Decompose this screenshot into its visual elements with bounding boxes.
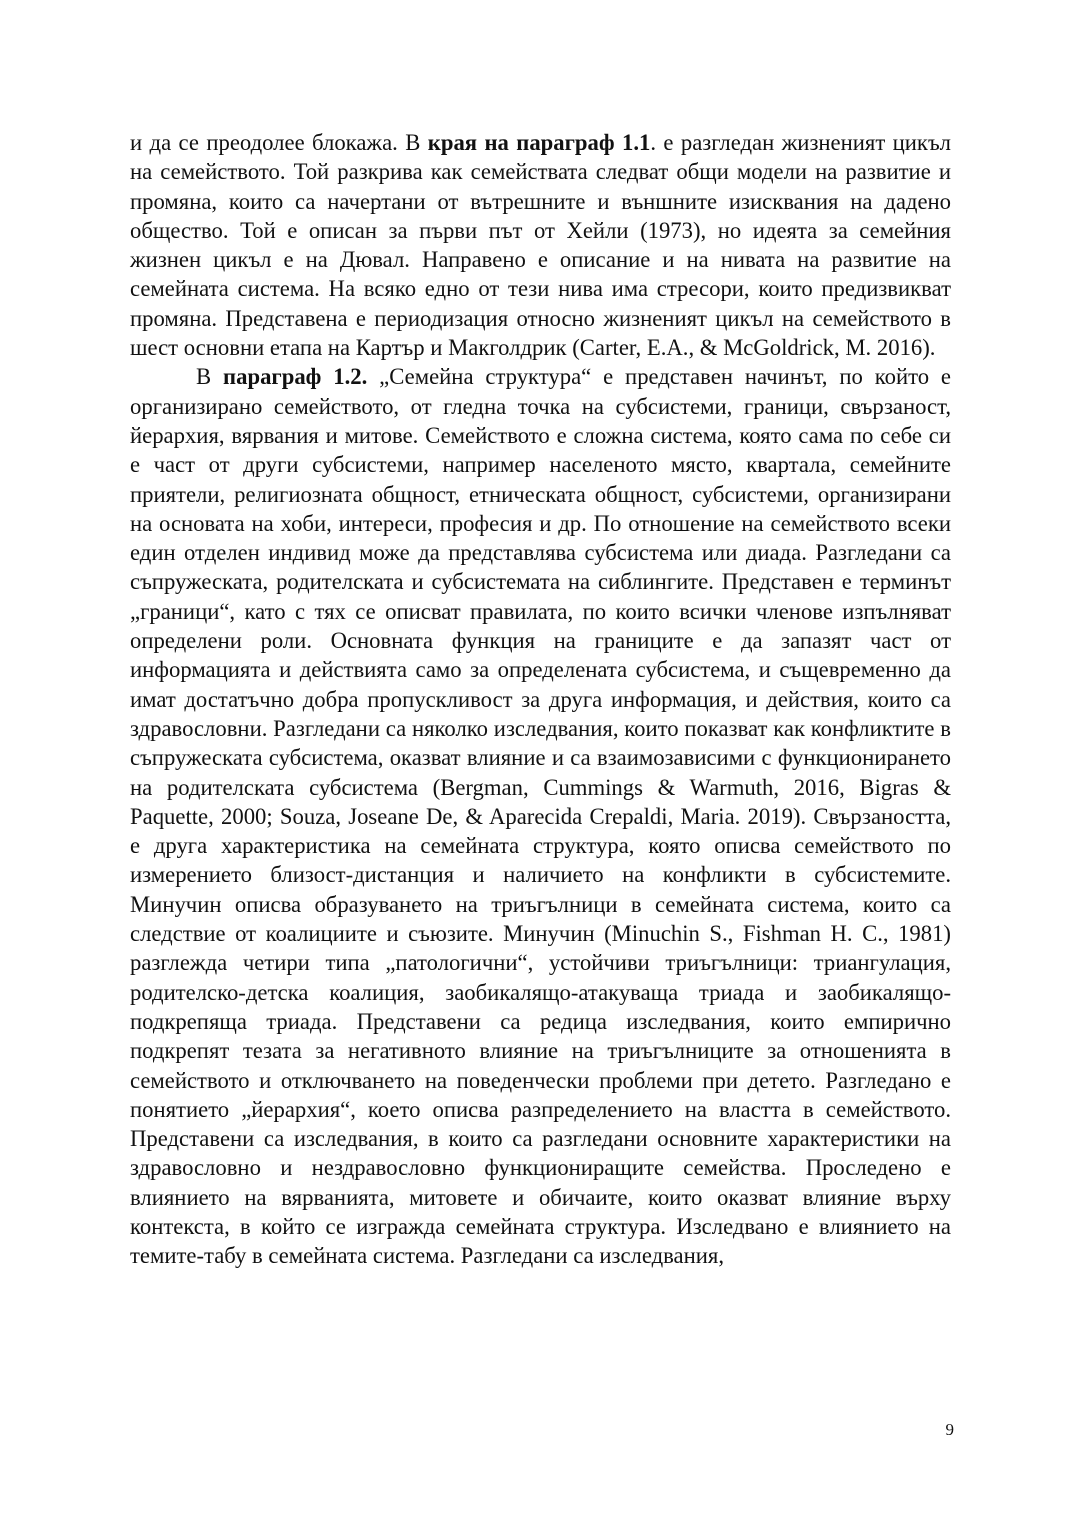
paragraph-1 xyxy=(130,128,951,362)
paragraph-2-text-start: В xyxy=(196,364,224,390)
body-text xyxy=(130,128,951,1271)
paragraph-1-text-rest: . е разгледан жизненият цикъл на семейството. Той разкрива как семействата следват общи модели на развитие и промяна, които са начертани от вътрешните и външните изисквания на дадено общество. Той е описан за първи път от Хейли (1973), но идеята за семейния жизнен цикъл е на Дювал. Направено е описание и на нивата на развитие на семейната система. На всяко едно от тези нива има стресори, които предизвикват промяна. Представена е периодизация относно жизненият цикъл на семейството в шест основни етапа на Картър и Макголдрик (Carter, E.A., & McGoldrick, M. 2016). xyxy=(130,130,951,361)
paragraph-2-bold-reference: параграф 1.2. xyxy=(223,364,368,390)
page-number: 9 xyxy=(945,1420,954,1439)
paragraph-2-text-rest: „Семейна структура“ е представен начинът, по който е организирано семейството, от гледна точка на субсистеми, граници, свързаност, йерархия, вярвания и митове. Семейството е сложна система, която сама по себе си е част от други субсистеми, например населеното място, квартала, семейните приятели, религиозната общност, етническата общност, субсистеми, организирани на основата на хоби, интереси, професия и др. По отношение на семейството всеки един отделен индивид може да представлява субсистема или диада. Разгледани са съпружеската, родителската и субсистемата на сиблингите. Представен е терминът „граници“, като с тях се описват правилата, по които всички членове изпълняват определени роли. Основната функция на границите е да запазят част от информацията и действията само за определената субсистема, и същевременно да имат достатъчно добра пропускливост за друга информация, и действия, които са здравословни. Разгледани са няколко изследвания, които показват как конфликтите в съпружеската субсистема, оказват влияние и са взаимозависими с функционирането на родителската субсистема (Bergman, Cummings & Warmuth, 2016, Bigras & Paquette, 2000; Souza, Joseane De, & Aparecida Crepaldi, Maria. 2019). Свързаността, е друга характеристика на семейната структура, която описва семейството по измерението близост-дистанция и наличието на конфликти в субсистемите. Минучин описва образуването на триъгълници в семейната система, които са следствие от коалициите и съюзите. Минучин (Minuchin S., Fishman H. C., 1981) разглежда четири типа „патологични“, устойчиви триъгълници: триангулация, родителско-детска коалиция, заобикалящо-атакуваща триада и заобикалящо-подкрепяща триада. Представени са редица изследвания, които емпирично подкрепят тезата за негативното влияние на триъгълниците за отношенията в семейството и отключването на поведенчески проблеми при детето. Разгледано е понятието „йерархия“, което описва разпределението на властта в семейството. Представени са изследвания, в които са разгледани основните характеристики на здравословно и нездравословно функциониращите семейства. Проследено е влиянието на вярванията, митовете и обичаите, които оказват влияние върху контекста, в който се изгражда семейната структура. Изследвано е влиянието на темите-табу в семейната система. Разгледани са изследвания, xyxy=(130,364,951,1269)
paragraph-1-text-start: и да се преодолее блокажа. В xyxy=(130,130,428,155)
paragraph-1-bold-reference: края на параграф 1.1 xyxy=(427,130,651,155)
paragraph-2 xyxy=(130,362,951,1270)
